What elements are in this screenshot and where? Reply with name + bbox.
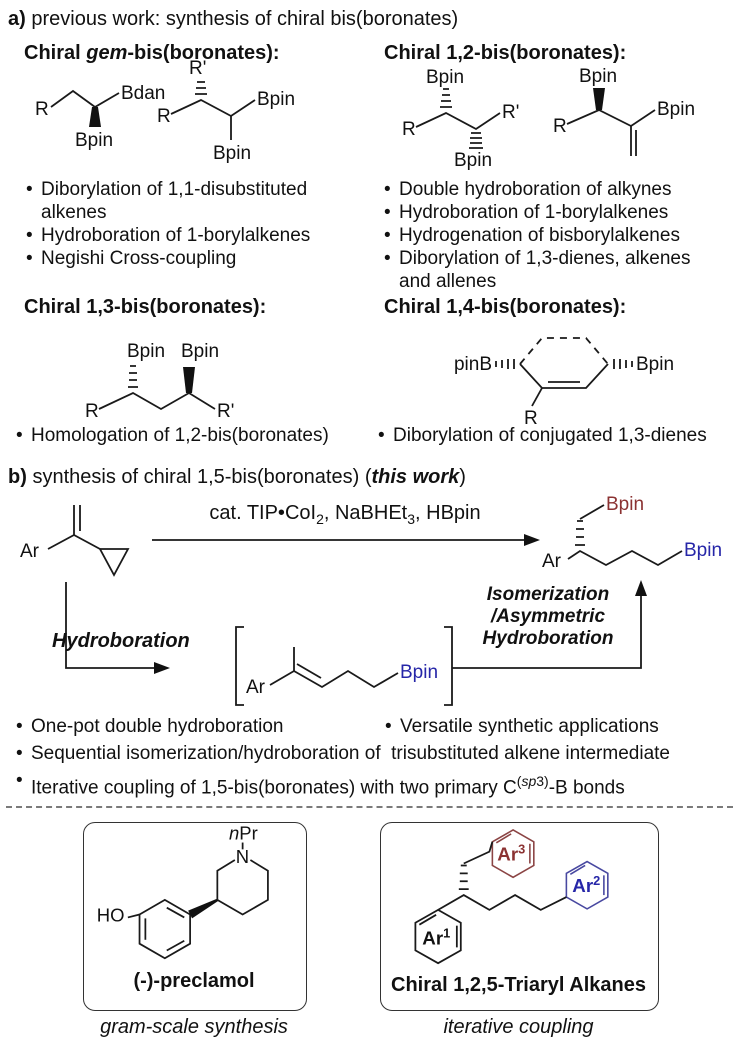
structure-product <box>542 463 739 585</box>
reaction-conditions: cat. TIP•CoI$_2$, NaBHEt$_3$, HBpin <box>209 502 481 527</box>
panel-a-label: a) <box>8 8 26 30</box>
panel-b-label: b) <box>8 466 27 488</box>
structure-12bis-2 <box>551 56 716 172</box>
structure-gem-2 <box>155 56 305 168</box>
bpin-label: Bpin <box>426 67 465 88</box>
list-item: • Hydroboration of 1-borylalkenes <box>384 202 669 223</box>
structure-12bis-1 <box>400 67 550 179</box>
list-item: • Hydroboration of 1-borylalkenes <box>26 225 311 246</box>
ar3-label: Ar$^3$ <box>497 841 526 865</box>
list-item: • Double hydroboration of alkynes <box>384 179 672 200</box>
bdan-label: Bdan <box>121 83 166 104</box>
structure-14bis <box>444 312 694 428</box>
list-item: • Diborylation of 1,1-disubstituted alkenes <box>26 179 308 223</box>
b14-bullet: • Diborylation of conjugated 1,3-dienes <box>378 425 707 446</box>
r-label: R <box>157 106 171 127</box>
bullet-marker: • <box>16 770 23 791</box>
structure-triaryl <box>385 826 655 976</box>
n-label: N <box>235 845 250 867</box>
dashed-separator <box>6 806 733 808</box>
ar1-label: Ar$^1$ <box>422 925 451 949</box>
step-hydroboration: Hydroboration <box>52 630 190 652</box>
structure-starting-material <box>20 489 160 601</box>
wedge-bond <box>593 88 605 110</box>
structure-13bis <box>85 341 300 426</box>
bpin-label: Bpin <box>454 150 493 171</box>
ar-label: Ar <box>542 551 561 572</box>
bpin-label: Bpin <box>657 99 696 120</box>
npr-label: nPr <box>229 826 258 844</box>
bpin-label: Bpin <box>257 89 296 110</box>
ho-label: HO <box>96 904 125 926</box>
list-item: • Diborylation of 1,3-dienes, alkenes and allenes <box>384 248 691 292</box>
panel-b-header: b) synthesis of chiral 1,5-bis(boronates) (this work) <box>8 466 466 488</box>
bpin-label: Bpin <box>213 143 252 164</box>
bullet-marker: • <box>26 179 33 200</box>
preclamol-name: (-)-preclamol <box>133 970 255 992</box>
bullet-marker: • <box>26 248 33 269</box>
bpin-label-blue: Bpin <box>684 540 723 561</box>
bpin-label: Bpin <box>636 354 675 375</box>
wedge-bond <box>183 367 195 393</box>
structure-intermediate <box>230 613 458 717</box>
bpin-label-blue: Bpin <box>400 662 439 683</box>
r-prime-label: R' <box>502 102 520 123</box>
ring-dashed <box>520 338 608 364</box>
step-isomerization: Isomerization /Asymmetric Hydroboration <box>482 584 614 649</box>
list-item: • Hydrogenation of bisborylalkenes <box>384 225 680 246</box>
list-item: • Negishi Cross-coupling <box>26 248 237 269</box>
r-label: R <box>524 408 538 428</box>
b12-bullets <box>384 178 719 293</box>
bpin-label: Bpin <box>127 341 166 362</box>
preclamol-caption: gram-scale synthesis <box>100 1016 288 1038</box>
b-bullet-1b: • Versatile synthetic applications <box>385 716 659 737</box>
main-arrowhead <box>524 534 540 546</box>
panel-a-header: a) previous work: synthesis of chiral bis(boronates) <box>8 8 459 30</box>
r-prime-label: R' <box>189 58 207 79</box>
pinb-label: pinB <box>453 354 492 375</box>
bullet-marker: • <box>16 716 23 737</box>
r-label: R <box>402 119 416 140</box>
triaryl-name: Chiral 1,2,5-Triaryl Alkanes <box>391 974 646 996</box>
b-bullet-3: • Iterative coupling of 1,5-bis(boronates) with two primary $C^{(sp3)}-B$ bonds <box>16 770 625 799</box>
b-bullet-1a: • One-pot double hydroboration <box>16 716 284 737</box>
gem-bullets <box>26 178 346 270</box>
bullet-marker: • <box>384 202 391 223</box>
b-bullet-2: • Sequential isomerization/hydroboration of trisubstituted alkene intermediate <box>16 743 670 764</box>
bonds <box>171 82 255 140</box>
ar2-label: Ar$^2$ <box>572 873 601 897</box>
bpin-label: Bpin <box>181 341 220 362</box>
bpin-label-red: Bpin <box>606 494 645 515</box>
wedge-bond <box>188 899 218 918</box>
bullet-marker: • <box>16 425 23 446</box>
bullet-marker: • <box>26 225 33 246</box>
r-label: R <box>35 99 49 120</box>
b13-bullet: • Homologation of 1,2-bis(boronates) <box>16 425 329 446</box>
bonds <box>51 91 119 107</box>
bonds <box>270 647 398 687</box>
down-arrowhead <box>154 662 170 674</box>
bullet-marker: • <box>384 225 391 246</box>
bullet-marker: • <box>384 179 391 200</box>
wedge-bond <box>89 107 101 127</box>
bullet-marker: • <box>16 743 23 764</box>
ring-solid <box>496 359 632 406</box>
r-label: R <box>85 401 99 422</box>
bonds <box>416 89 500 148</box>
bonds <box>567 110 655 156</box>
bullet-marker: • <box>378 425 385 446</box>
bullet-marker: • <box>385 716 392 737</box>
ar-label: Ar <box>246 677 265 698</box>
triaryl-caption: iterative coupling <box>443 1016 594 1038</box>
bonds <box>48 505 128 575</box>
b12-title: Chiral 1,2-bis(boronates): <box>384 42 627 64</box>
gem-title: Chiral gem-bis(boronates): <box>24 42 280 64</box>
bpin-label: Bpin <box>75 130 114 151</box>
bpin-label: Bpin <box>579 66 618 87</box>
bullet-marker: • <box>384 248 391 269</box>
b13-title: Chiral 1,3-bis(boronates): <box>24 296 267 318</box>
ar-label: Ar <box>20 541 39 562</box>
structure-preclamol <box>89 826 299 968</box>
r-prime-label: R' <box>217 401 235 422</box>
r-label: R <box>553 116 567 137</box>
b14-title: Chiral 1,4-bis(boronates): <box>384 296 627 318</box>
bonds <box>99 366 215 409</box>
